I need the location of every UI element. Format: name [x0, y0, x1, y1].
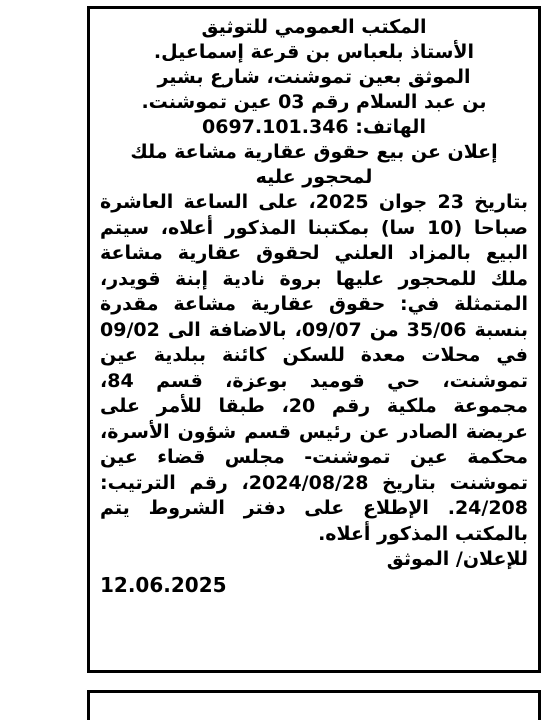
legal-notice-box: [87, 6, 541, 673]
notice-title-line-2: لمحجور عليه: [255, 166, 373, 188]
next-notice-box-edge: [87, 690, 541, 720]
signature-line: للإعلان/ الموثق: [386, 548, 528, 570]
notice-body: بتاريخ 23 جوان 2025، على الساعة العاشرة صباحا (10 سا) بمكتبنا المذكور أعلاه، سيتم البيع بالمزاد العلني لحقوق عقارية مشاعة ملك للمحجور عليها بروة نادية إبنة قويدر، المتمثلة في: حقوق عقارية مشاعة مقدرة بنسبة 35/06 من 09/07، بالاضافة الى 09/02 في محلات معدة للسكن كائنة ببلدية عين تموشنت، حي قوميد بوعزة، قسم 84، مجموعة ملكية رقم 20، طبقا للأمر على عريضة الصادر عن رئيس قسم شؤون الأسرة، محكمة عين تموشنت- مجلس قضاء عين تموشنت بتاريخ 2024/08/28، رقم الترتيب: 24/208. الإطلاع على دفتر الشروط يتم بالمكتب المذكور أعلاه.: [100, 191, 528, 545]
notary-office-title: المكتب العمومي للتوثيق: [201, 16, 427, 38]
notary-name: الأستاذ بلعباس بن قرعة إسماعيل.: [153, 41, 475, 63]
notice-title-line-1: إعلان عن بيع حقوق عقارية مشاعة ملك: [130, 141, 498, 163]
notary-phone: الهاتف: 0697.101.346: [202, 116, 426, 138]
notary-address-line-2: بن عبد السلام رقم 03 عين تموشنت.: [141, 91, 487, 113]
notice-date: 12.06.2025: [100, 573, 227, 597]
notary-address-line-1: الموثق بعين تموشنت، شارع بشير: [157, 66, 471, 88]
